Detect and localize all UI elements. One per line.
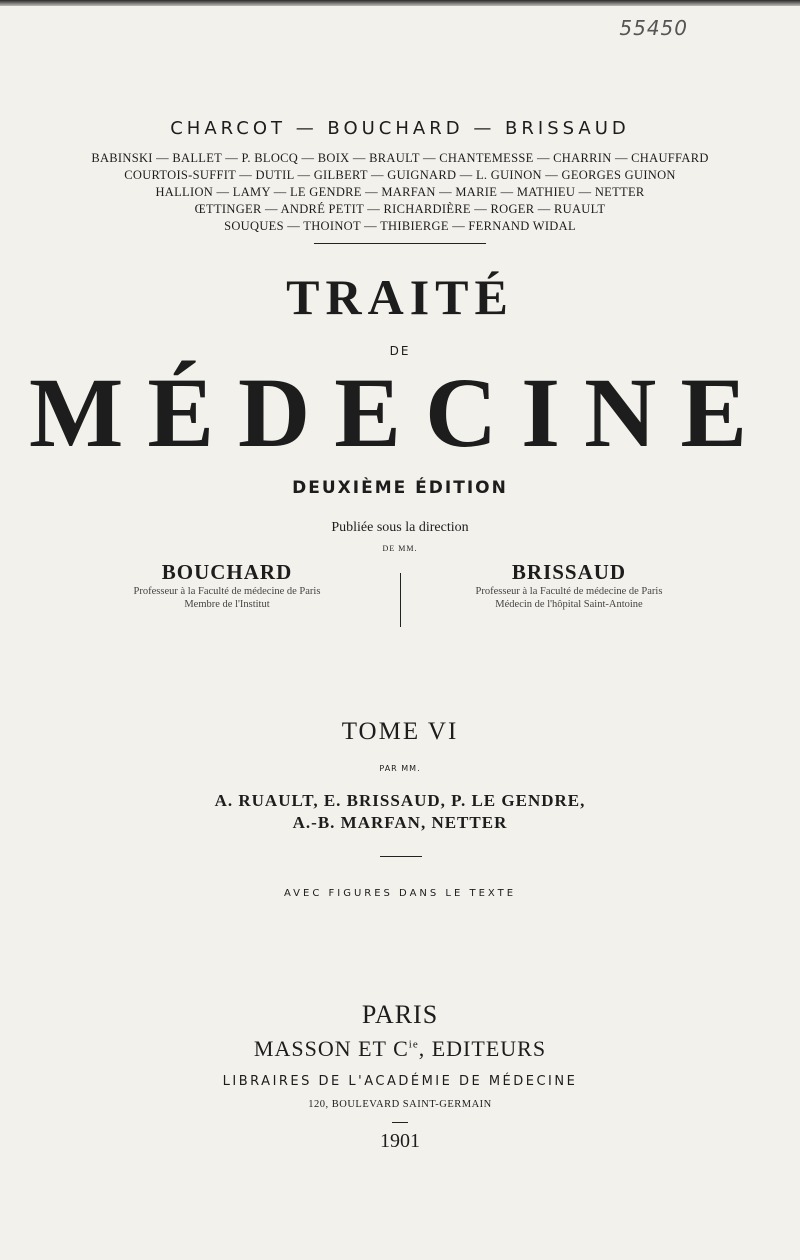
catalog-number: 55450: [619, 16, 688, 40]
figures-note: AVEC FIGURES DANS LE TEXTE: [283, 888, 517, 899]
address: 120, BOULEVARD SAINT-GERMAIN: [308, 1099, 492, 1110]
divider: [380, 856, 422, 857]
directors-header: CHARCOT — BOUCHARD — BRISSAUD: [170, 118, 630, 139]
director-left-title: Professeur à la Faculté de médecine de Paris: [133, 586, 321, 597]
published-under: Publiée sous la direction: [331, 520, 469, 535]
authors-line: A. RUAULT, E. BRISSAUD, P. LE GENDRE,: [214, 791, 586, 810]
director-right-title: Professeur à la Faculté de médecine de Paris: [475, 586, 663, 597]
director-separator: [400, 573, 401, 627]
title-de: DE: [389, 344, 411, 358]
publication-year: 1901: [380, 1130, 420, 1152]
title-medecine: MÉDECINE: [28, 357, 772, 468]
city: PARIS: [361, 1000, 439, 1029]
title-traite: TRAITÉ: [286, 269, 514, 325]
director-right: [424, 560, 714, 611]
divider: [314, 243, 486, 244]
director-right-name: BRISSAUD: [511, 560, 627, 584]
collaborators-line: COURTOIS-SUFFIT — DUTIL — GILBERT — GUIGNARD — L. GUINON — GEORGES GUINON: [124, 168, 676, 182]
tome-label: TOME VI: [341, 718, 459, 745]
publisher-name: MASSON ET C: [253, 1036, 409, 1061]
de-mm-label: DE MM.: [382, 544, 418, 553]
authors-line: A.-B. MARFAN, NETTER: [292, 813, 508, 832]
collaborators-line: BABINSKI — BALLET — P. BLOCQ — BOIX — BRAULT — CHANTEMESSE — CHARRIN — CHAUFFARD: [91, 151, 709, 165]
collaborators-line: SOUQUES — THOINOT — THIBIERGE — FERNAND WIDAL: [224, 219, 576, 233]
publisher: [0, 1036, 800, 1062]
director-left-affiliation: Membre de l'Institut: [184, 599, 270, 610]
collaborators-list: [30, 150, 770, 235]
page-top-edge: [0, 0, 800, 6]
director-left-name: BOUCHARD: [161, 560, 293, 584]
divider: [392, 1122, 408, 1123]
par-mm-label: PAR MM.: [379, 764, 421, 773]
authors: [0, 790, 800, 834]
collaborators-line: HALLION — LAMY — LE GENDRE — MARFAN — MARIE — MATHIEU — NETTER: [155, 185, 645, 199]
publisher-role: , EDITEURS: [418, 1036, 547, 1061]
director-left: [82, 560, 372, 611]
director-right-affiliation: Médecin de l'hôpital Saint-Antoine: [495, 599, 643, 610]
libraires-line: LIBRAIRES DE L'ACADÉMIE DE MÉDECINE: [222, 1074, 578, 1089]
publisher-superscript: ie: [408, 1038, 419, 1051]
collaborators-line: ŒTTINGER — ANDRÉ PETIT — RICHARDIÈRE — ROGER — RUAULT: [194, 202, 606, 216]
edition-label: DEUXIÈME ÉDITION: [292, 478, 508, 498]
